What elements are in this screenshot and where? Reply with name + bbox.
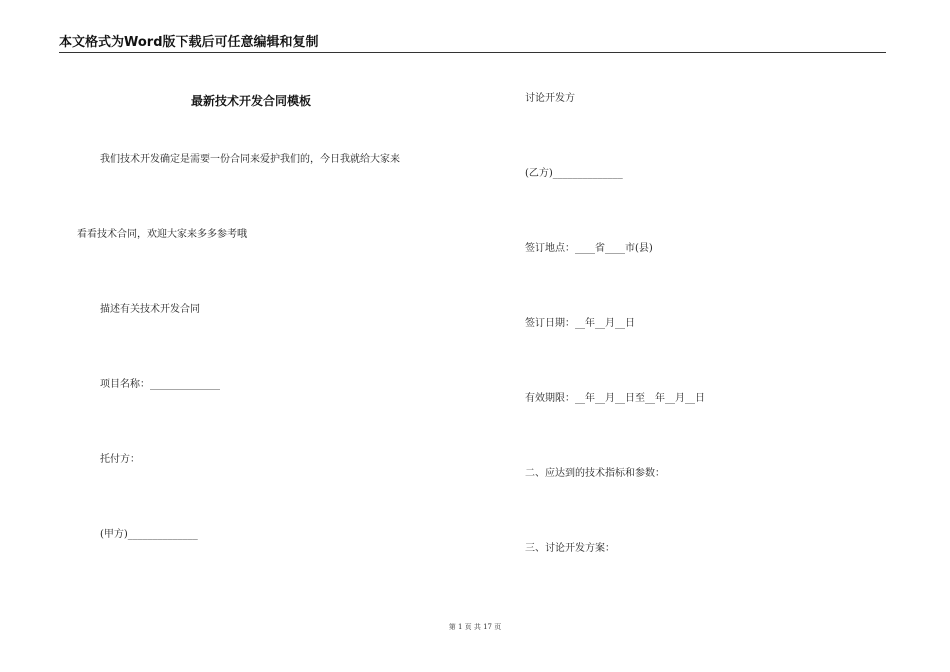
header-text: 本文格式为Word版下载后可任意编辑和复制 [59, 35, 319, 50]
section-heading: 三、讨论开发方案： [525, 543, 615, 554]
client-label: 托付方： [100, 454, 140, 465]
developer-label: 讨论开发方 [525, 93, 575, 104]
paragraph-line: 描述有关技术开发合同 [100, 304, 200, 315]
signing-place-field: 签订地点：____省____市(县) [525, 243, 653, 254]
validity-period-field: 有效期限：__年__月__日至__年__月__日 [525, 393, 705, 404]
signing-date-field: 签订日期：__年__月__日 [525, 318, 635, 329]
page-number: 第 1 页 共 17 页 [448, 623, 502, 631]
party-a-field: (甲方)______________ [100, 529, 198, 540]
project-name-field: 项目名称：______________ [100, 379, 220, 390]
document-title: 最新技术开发合同模板 [191, 94, 312, 108]
paragraph-line: 看看技术合同，欢迎大家来多多参考哦 [77, 229, 247, 240]
section-heading: 二、应达到的技术指标和参数： [525, 468, 665, 479]
party-b-field: (乙方)______________ [525, 168, 623, 179]
paragraph-line: 我们技术开发确定是需要一份合同来爱护我们的，今日我就给大家来 [100, 154, 400, 165]
page-header [59, 34, 886, 53]
